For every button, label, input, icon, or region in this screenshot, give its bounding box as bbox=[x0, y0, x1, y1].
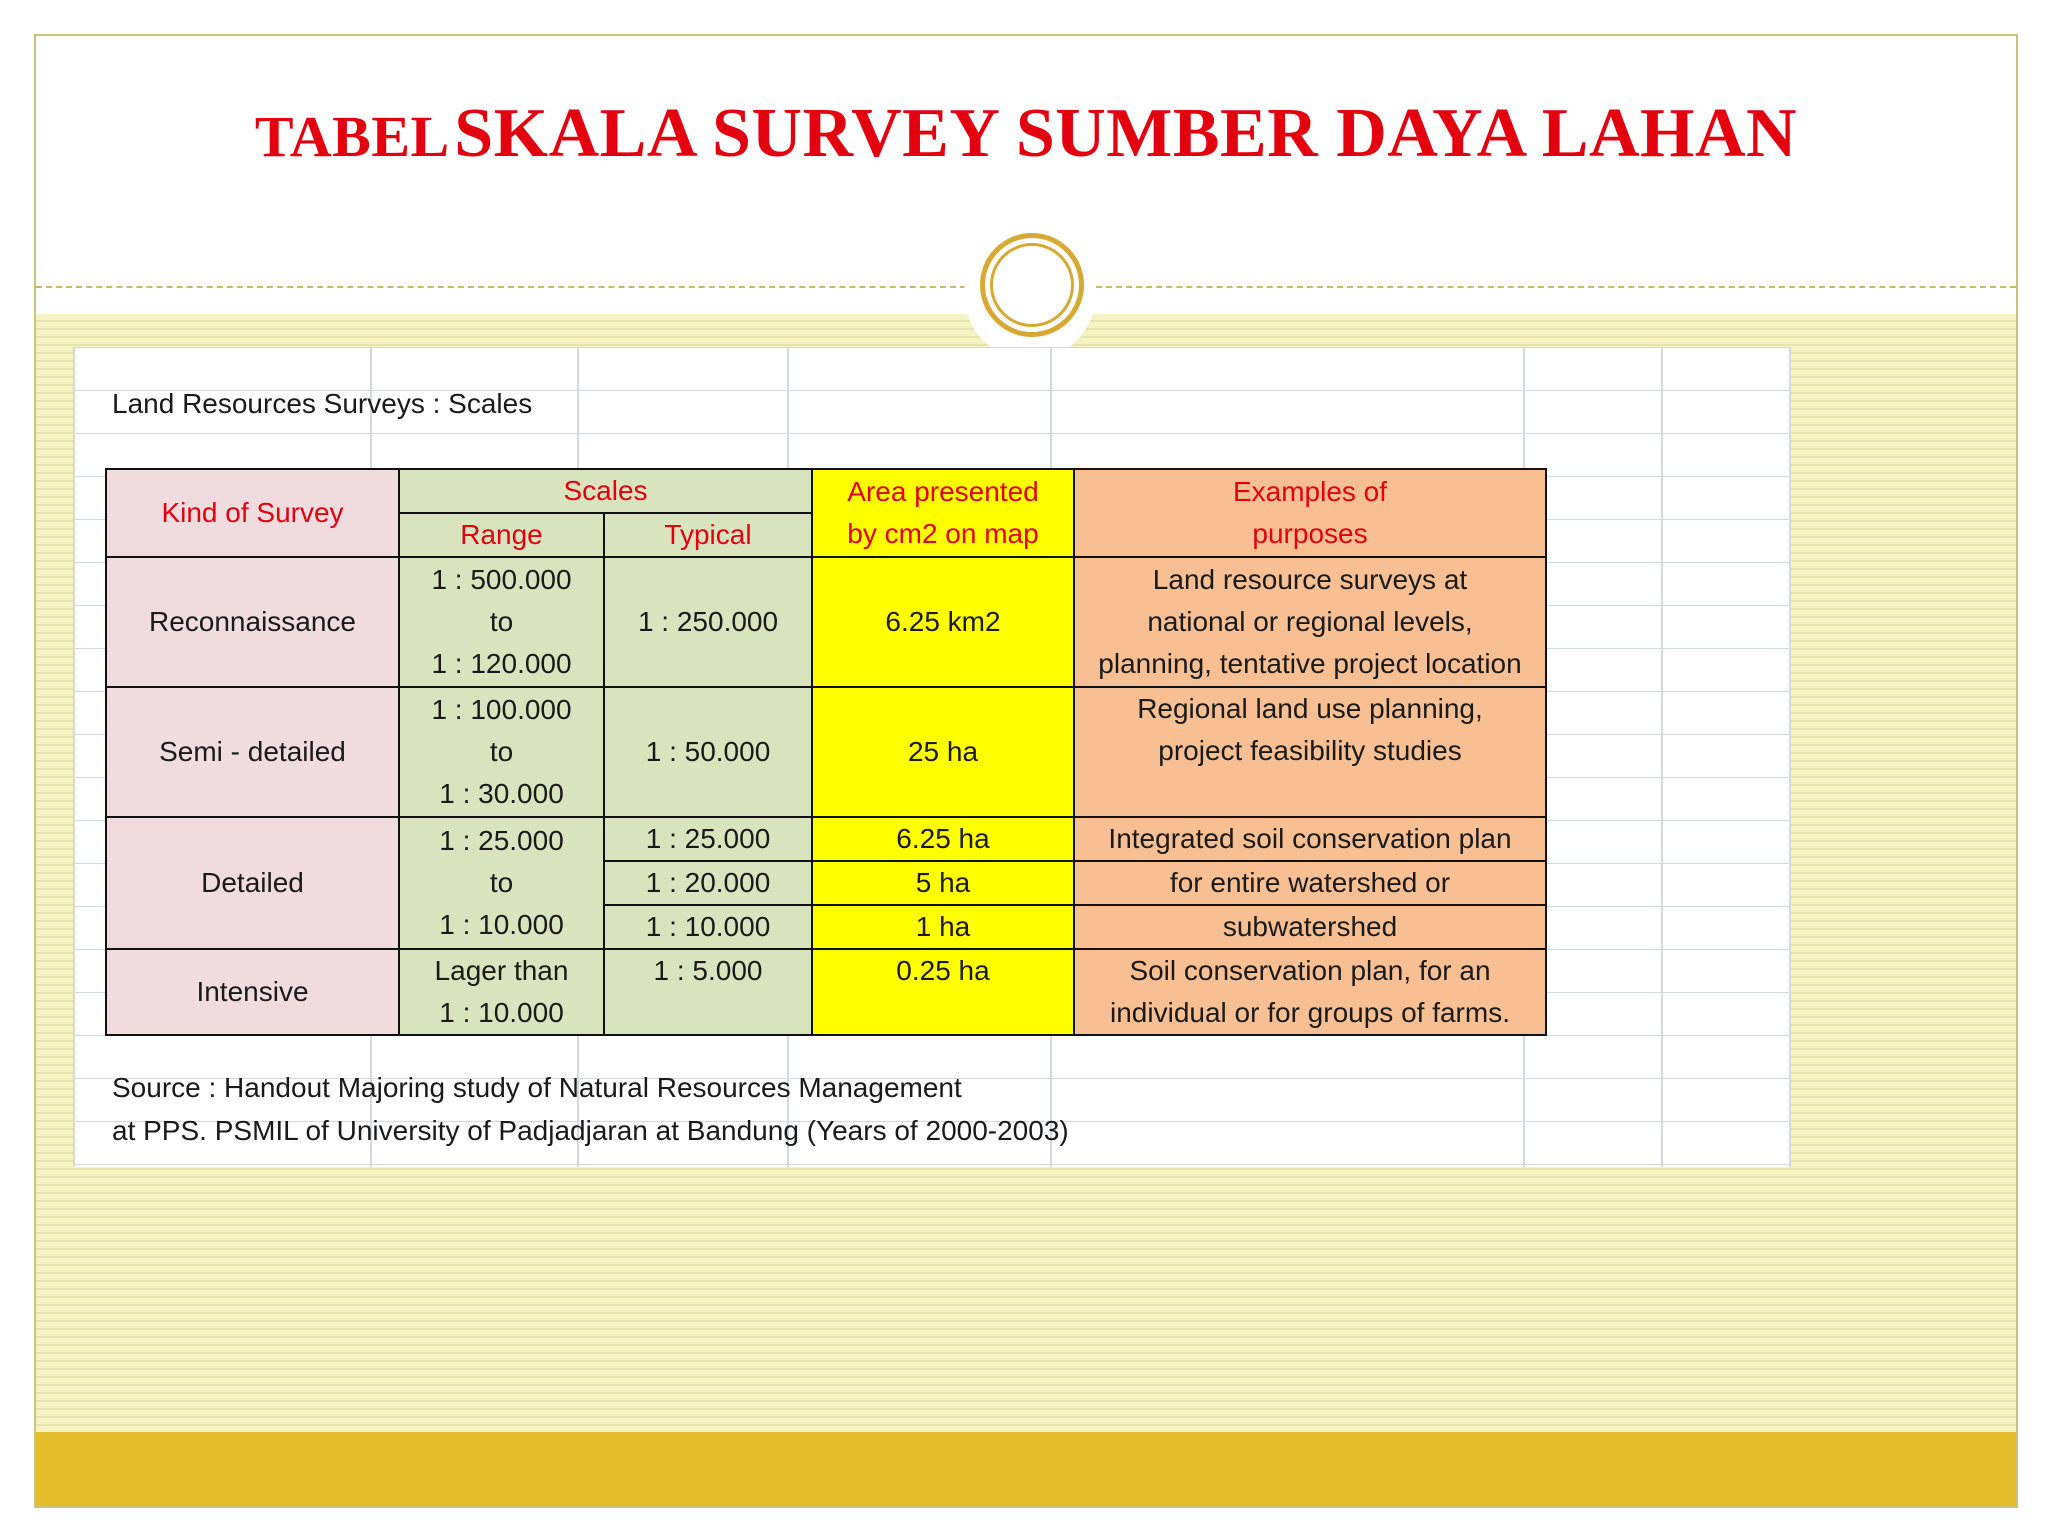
kind-cell: Reconnaissance bbox=[106, 557, 399, 687]
purpose-cell bbox=[1074, 949, 1546, 1035]
header-divider-left bbox=[36, 286, 976, 288]
range-line: 1 : 10.000 bbox=[439, 909, 564, 940]
area-cell: 25 ha bbox=[812, 687, 1074, 817]
grid-column-line bbox=[1789, 347, 1791, 1167]
header-divider-right bbox=[1096, 286, 2016, 288]
header-examples bbox=[1074, 469, 1546, 557]
range-line: 1 : 10.000 bbox=[439, 997, 564, 1028]
table-row bbox=[106, 817, 1546, 861]
header-range: Range bbox=[399, 513, 604, 557]
slide-title bbox=[36, 94, 2016, 174]
typical-cell: 1 : 25.000 bbox=[604, 817, 812, 861]
purpose-line: national or regional levels, bbox=[1147, 606, 1473, 637]
header-scales: Scales bbox=[399, 469, 812, 513]
sheet-caption: Land Resources Surveys : Scales bbox=[112, 388, 533, 419]
table-row bbox=[106, 687, 1546, 817]
range-line: 1 : 25.000 bbox=[439, 825, 564, 856]
range-cell bbox=[399, 817, 604, 949]
range-line: 1 : 100.000 bbox=[431, 694, 572, 725]
header-examples-line: purposes bbox=[1252, 518, 1368, 549]
purpose-cell: subwatershed bbox=[1074, 905, 1546, 949]
source-line-2: at PPS. PSMIL of University of Padjadjaran at Bandung (Years of 2000-2003) bbox=[112, 1115, 1069, 1146]
range-line: to bbox=[489, 606, 514, 637]
purpose-line: planning, tentative project location bbox=[1098, 648, 1522, 679]
area-cell: 5 ha bbox=[812, 861, 1074, 905]
ring-ornament-icon bbox=[980, 233, 1084, 337]
survey-scale-table bbox=[105, 468, 1547, 1036]
range-cell bbox=[399, 687, 604, 817]
grid-column-line bbox=[1661, 347, 1663, 1167]
source-line-1: Source : Handout Majoring study of Natural Resources Management bbox=[112, 1072, 962, 1103]
purpose-cell bbox=[1074, 557, 1546, 687]
purpose-cell: Integrated soil conservation plan bbox=[1074, 817, 1546, 861]
header-area-line: by cm2 on map bbox=[847, 518, 1039, 549]
purpose-line: Land resource surveys at bbox=[1152, 564, 1468, 595]
slide-title-part2: SKALA SURVEY SUMBER DAYA LAHAN bbox=[454, 95, 1798, 172]
purpose-line: project feasibility studies bbox=[1158, 735, 1462, 766]
purpose-cell bbox=[1074, 687, 1546, 817]
area-cell: 1 ha bbox=[812, 905, 1074, 949]
typical-cell: 1 : 20.000 bbox=[604, 861, 812, 905]
range-cell bbox=[399, 557, 604, 687]
range-line: to bbox=[489, 736, 514, 767]
slide-title-part1: TABEL bbox=[254, 104, 450, 169]
table-row bbox=[106, 557, 1546, 687]
footer-bar bbox=[36, 1432, 2016, 1506]
area-cell: 0.25 ha bbox=[812, 949, 1074, 1035]
kind-cell: Semi - detailed bbox=[106, 687, 399, 817]
kind-cell: Detailed bbox=[106, 817, 399, 949]
range-line: Lager than bbox=[434, 955, 569, 986]
typical-cell: 1 : 10.000 bbox=[604, 905, 812, 949]
header-kind-of-survey: Kind of Survey bbox=[106, 469, 399, 557]
header-area-line: Area presented bbox=[847, 476, 1039, 507]
range-line: 1 : 30.000 bbox=[439, 778, 564, 809]
range-line: 1 : 500.000 bbox=[431, 564, 572, 595]
area-cell: 6.25 ha bbox=[812, 817, 1074, 861]
range-line: to bbox=[489, 867, 514, 898]
kind-cell: Intensive bbox=[106, 949, 399, 1035]
grid-column-line bbox=[73, 347, 75, 1167]
typical-cell: 1 : 250.000 bbox=[604, 557, 812, 687]
table-row bbox=[106, 949, 1546, 1035]
purpose-line: Regional land use planning, bbox=[1137, 693, 1483, 724]
range-cell bbox=[399, 949, 604, 1035]
purpose-cell: for entire watershed or bbox=[1074, 861, 1546, 905]
header-area bbox=[812, 469, 1074, 557]
purpose-line: individual or for groups of farms. bbox=[1110, 997, 1510, 1028]
header-examples-line: Examples of bbox=[1232, 476, 1388, 507]
area-cell: 6.25 km2 bbox=[812, 557, 1074, 687]
header-typical: Typical bbox=[604, 513, 812, 557]
purpose-line: Soil conservation plan, for an bbox=[1129, 955, 1491, 986]
typical-cell: 1 : 5.000 bbox=[604, 949, 812, 1035]
typical-cell: 1 : 50.000 bbox=[604, 687, 812, 817]
range-line: 1 : 120.000 bbox=[431, 648, 572, 679]
